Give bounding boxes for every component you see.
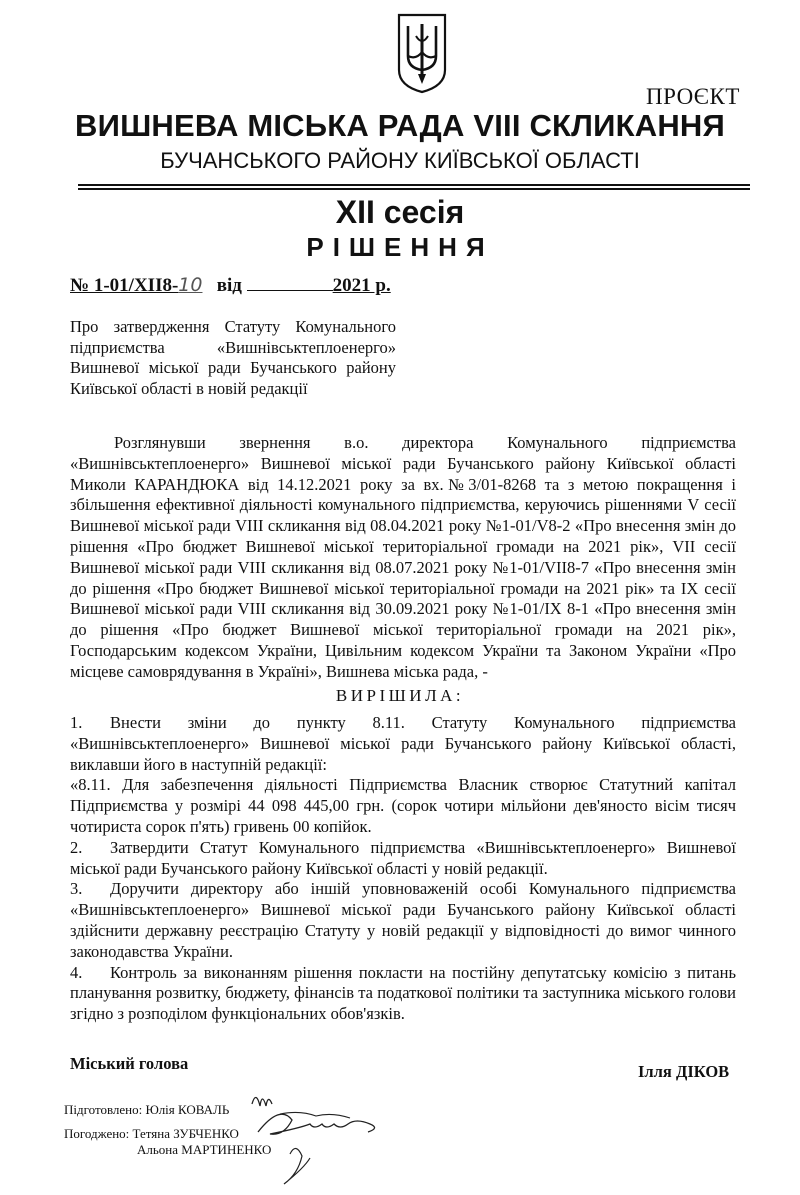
preamble-text: Розглянувши звернення в.о. директора Комунального підприємства «Вишнівськтеплоенерго» Вишневої міської ради Бучанського району Київської області Миколи КАРАНДЮКА від 14.12.2021 року за вх.№3/01-8268 та з метою покращення і збільшення ефективної діяльності комунального підприємства, керуючись рішеннями V сесії Вишневої міської ради VIII скликання від 08.04.2021 року №1-01/V8-2 «Про внесення змін до рішення «Про бюджет Вишневої міської територіальної громади на 2021 рік», VII сесії Вишневої міської ради VIII скликання від 08.07.2021 року №1-01/VII8-7 «Про внесення змін до рішення «Про бюджет Вишневої міської територіальної громади на 2021 рік» та IX сесії Вишневої міської ради VIII скликання від 30.09.2021 року №1-01/IX 8-1 «Про внесення змін до рішення «Про бюджет Вишневої міської територіальної громади на 2021 рік», Господарським кодексом України, Цивільним кодексом України та Законом України «Про місцеве самоврядування в Україні», Вишнева міська рада, - — [70, 433, 736, 681]
session-title: XII сесія — [335, 194, 465, 230]
project-label: ПРОЄКТ — [646, 84, 740, 109]
prepared-by: Підготовлено: Юлія КОВАЛЬ — [64, 1102, 230, 1117]
header-divider-2 — [78, 188, 750, 190]
item-text: «8.11. Для забезпечення діяльності Підприємства Власник створює Статутний капітал Підприємства у розмірі 44 098 445,00 грн. (сорок чотири мільйони дев'яносто вісім тисяч чотириста сорок п'ять) гривень 00 копійок. — [70, 775, 736, 836]
item-number: 1. — [70, 713, 83, 732]
handwritten-signature — [240, 1084, 390, 1194]
item-text: Доручити директору або іншій уповноваженій особі Комунального підприємства «Вишнівськтеплоенерго» Вишневої міської ради Бучанського району Київської області здійснити державну реєстрацію Статуту у новій редакції у відповідності до вимог чинного законодавства України. — [70, 879, 736, 961]
decision-heading: РІШЕННЯ — [306, 232, 494, 262]
district-subtitle: БУЧАНСЬКОГО РАЙОНУ КИЇВСЬКОЇ ОБЛАСТІ — [160, 148, 640, 173]
header-divider — [78, 184, 750, 186]
handwritten-number: 10 — [178, 274, 203, 296]
decision-number-prefix: № 1-01/ХІІ8- — [70, 275, 179, 296]
item-number: 2. — [70, 837, 83, 857]
mayor-label: Міський голова — [70, 1054, 189, 1073]
preamble — [70, 433, 736, 683]
list-item — [70, 879, 736, 962]
date-blank — [247, 290, 333, 291]
item-text: Внести зміни до пункту 8.11. Статуту Комунального підприємства «Вишнівськтеплоенерго» Вишневої міської ради Бучанського району Київської області, виклавши його в наступній редакції: — [70, 713, 736, 774]
item-number: 4. — [70, 962, 83, 982]
list-item — [70, 775, 736, 837]
list-item — [70, 713, 736, 775]
from-word: від — [216, 275, 242, 296]
resolved-heading: ВИРІШИЛА: — [335, 686, 465, 705]
agreed-by-2: Альона МАРТИНЕНКО — [137, 1142, 272, 1157]
item-number: 3. — [70, 879, 83, 899]
resolution-items — [70, 713, 736, 1025]
list-item — [70, 963, 736, 1025]
decision-subject: Про затвердження Статуту Комунального підприємства «Вишнівськтеплоенерго» Вишневої міської ради Бучанського району Київської області в новій редакції — [70, 317, 396, 398]
item-text: Затвердити Статут Комунального підприємства «Вишнівськтеплоенерго» Вишневої міської ради Бучанського району Київської області у новій редакції. — [70, 837, 736, 878]
item-text: Контроль за виконанням рішення покласти на постійну депутатську комісію з питань планування розвитку, бюджету, фінансів та податкової політики та заступника міського голови згідно з розподілом функціональних обов'язків. — [70, 962, 736, 1024]
list-item — [70, 838, 736, 880]
coat-of-arms-emblem — [396, 12, 448, 94]
council-title: ВИШНЕВА МІСЬКА РАДА VIII СКЛИКАННЯ — [75, 108, 725, 143]
mayor-name: Ілля ДІКОВ — [638, 1062, 730, 1081]
decision-year: 2021 р. — [332, 275, 391, 296]
agreed-by: Погоджено: Тетяна ЗУБЧЕНКО — [64, 1126, 239, 1141]
decision-number — [70, 274, 391, 297]
